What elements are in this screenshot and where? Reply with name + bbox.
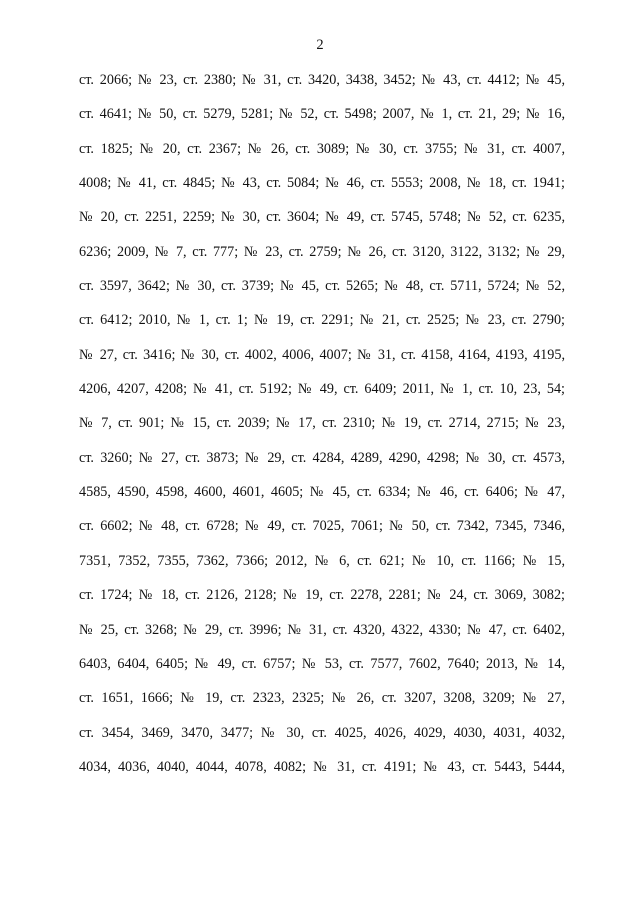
text-line: ст. 3454, 3469, 3470, 3477; № 30, ст. 4025, 4026, 4029, 4030, 4031, 4032, [79, 724, 565, 741]
text-line: 4585, 4590, 4598, 4600, 4601, 4605; № 45, ст. 6334; № 46, ст. 6406; № 47, [79, 484, 565, 501]
text-line: 4206, 4207, 4208; № 41, ст. 5192; № 49, ст. 6409; 2011, № 1, ст. 10, 23, 54; [79, 381, 565, 398]
page-number: 2 [316, 37, 324, 53]
text-line: № 25, ст. 3268; № 29, ст. 3996; № 31, ст. 4320, 4322, 4330; № 47, ст. 6402, [79, 621, 565, 638]
text-line: 7351, 7352, 7355, 7362, 7366; 2012, № 6, ст. 621; № 10, ст. 1166; № 15, [79, 552, 565, 569]
text-line: 4008; № 41, ст. 4845; № 43, ст. 5084; № 46, ст. 5553; 2008, № 18, ст. 1941; [79, 175, 565, 192]
text-line: ст. 4641; № 50, ст. 5279, 5281; № 52, ст. 5498; 2007, № 1, ст. 21, 29; № 16, [79, 106, 565, 123]
text-line: ст. 6412; 2010, № 1, ст. 1; № 19, ст. 2291; № 21, ст. 2525; № 23, ст. 2790; [79, 312, 565, 329]
text-line: ст. 3260; № 27, ст. 3873; № 29, ст. 4284, 4289, 4290, 4298; № 30, ст. 4573, [79, 449, 565, 466]
text-line: ст. 1651, 1666; № 19, ст. 2323, 2325; № 26, ст. 3207, 3208, 3209; № 27, [79, 690, 565, 707]
text-line: 4034, 4036, 4040, 4044, 4078, 4082; № 31, ст. 4191; № 43, ст. 5443, 5444, [79, 758, 565, 775]
text-line: ст. 1724; № 18, ст. 2126, 2128; № 19, ст. 2278, 2281; № 24, ст. 3069, 3082; [79, 587, 565, 604]
text-line: ст. 1825; № 20, ст. 2367; № 26, ст. 3089; № 30, ст. 3755; № 31, ст. 4007, [79, 140, 565, 157]
text-line: № 20, ст. 2251, 2259; № 30, ст. 3604; № 49, ст. 5745, 5748; № 52, ст. 6235, [79, 209, 565, 226]
text-line: 6403, 6404, 6405; № 49, ст. 6757; № 53, ст. 7577, 7602, 7640; 2013, № 14, [79, 655, 565, 672]
text-line: ст. 6602; № 48, ст. 6728; № 49, ст. 7025, 7061; № 50, ст. 7342, 7345, 7346, [79, 518, 565, 535]
text-line: 6236; 2009, № 7, ст. 777; № 23, ст. 2759; № 26, ст. 3120, 3122, 3132; № 29, [79, 243, 565, 260]
text-line: ст. 2066; № 23, ст. 2380; № 31, ст. 3420, 3438, 3452; № 43, ст. 4412; № 45, [79, 72, 565, 88]
text-line: № 7, ст. 901; № 15, ст. 2039; № 17, ст. 2310; № 19, ст. 2714, 2715; № 23, [79, 415, 565, 432]
legislation-references-text [79, 70, 565, 791]
text-line: ст. 3597, 3642; № 30, ст. 3739; № 45, ст. 5265; № 48, ст. 5711, 5724; № 52, [79, 278, 565, 295]
text-line: № 27, ст. 3416; № 30, ст. 4002, 4006, 4007; № 31, ст. 4158, 4164, 4193, 4195, [79, 346, 565, 363]
